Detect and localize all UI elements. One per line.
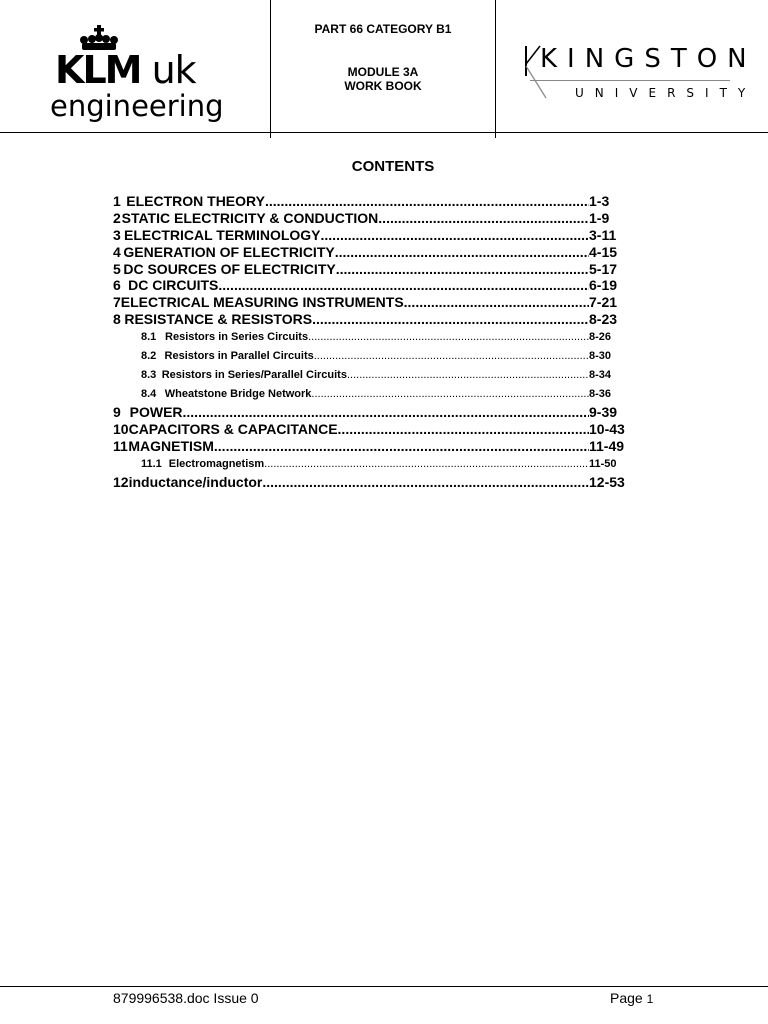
toc-entry-page: 8-34 bbox=[589, 369, 612, 382]
toc-entry-number: 8 bbox=[113, 311, 121, 328]
toc-entry-page: 8-26 bbox=[589, 331, 612, 344]
toc-entry-number: 5 bbox=[113, 260, 121, 277]
toc-entry-title: Resistors in Series/Parallel Circuits bbox=[161, 369, 347, 382]
toc-leader-dots bbox=[321, 227, 589, 244]
toc-entry-title: ELECTRICAL TERMINOLOGY bbox=[123, 226, 321, 243]
toc-entry-title: inductance/inductor bbox=[128, 473, 263, 490]
university-label: UNIVERSITY bbox=[575, 86, 757, 100]
toc-entry-page: 3-11 bbox=[589, 226, 617, 243]
toc-entry-title: STATIC ELECTRICITY & CONDUCTION bbox=[121, 209, 379, 226]
header-column-divider-right bbox=[495, 0, 496, 138]
toc-entry[interactable] bbox=[113, 227, 633, 244]
toc-entry[interactable] bbox=[113, 294, 633, 311]
toc-entry-number: 8.3 bbox=[141, 369, 157, 382]
toc-entry[interactable] bbox=[113, 438, 633, 455]
toc-leader-dots bbox=[335, 244, 589, 261]
kingston-name: KINGSTON bbox=[540, 44, 757, 74]
toc-leader-dots bbox=[183, 404, 589, 421]
klm-wordmark bbox=[55, 50, 196, 90]
toc-entry-title: ELECTRON THEORY bbox=[126, 193, 265, 209]
toc-entry-title: Wheatstone Bridge Network bbox=[164, 388, 312, 401]
toc-leader-dots bbox=[336, 261, 589, 278]
toc-entry-page: 11-50 bbox=[589, 457, 617, 470]
toc-entry-title: GENERATION OF ELECTRICITY bbox=[123, 243, 335, 260]
footer-document-name: 879996538.doc Issue 0 bbox=[113, 990, 259, 1006]
toc-entry[interactable] bbox=[113, 244, 633, 261]
toc-leader-dots bbox=[312, 311, 589, 328]
toc-entry-title: Electromagnetism bbox=[168, 457, 265, 470]
toc-entry[interactable] bbox=[113, 311, 633, 328]
toc-leader-dots bbox=[338, 421, 589, 438]
toc-entry-number: 8.1 bbox=[141, 331, 157, 344]
table-of-contents bbox=[113, 193, 633, 491]
toc-entry-number: 11 bbox=[113, 437, 128, 454]
toc-entry-title: ELECTRICAL MEASURING INSTRUMENTS bbox=[120, 294, 404, 311]
footer-divider bbox=[0, 986, 768, 987]
toc-entry-number: 3 bbox=[113, 226, 121, 243]
toc-entry[interactable] bbox=[113, 385, 633, 404]
toc-entry-page: 7-21 bbox=[589, 294, 618, 311]
workbook-name: WORK BOOK bbox=[344, 79, 422, 93]
klm-suffix: uk bbox=[151, 48, 196, 92]
toc-entry-number: 9 bbox=[113, 404, 121, 421]
toc-entry-number: 7 bbox=[113, 294, 121, 311]
page-header bbox=[0, 0, 768, 134]
toc-entry-page: 6-19 bbox=[589, 277, 618, 294]
toc-entry-title: CAPACITORS & CAPACITANCE bbox=[128, 421, 338, 438]
toc-leader-dots bbox=[378, 210, 589, 227]
toc-leader-dots bbox=[347, 366, 589, 385]
toc-leader-dots bbox=[262, 474, 589, 491]
toc-entry-title: POWER bbox=[129, 404, 183, 421]
toc-entry-title: Resistors in Parallel Circuits bbox=[164, 350, 314, 363]
header-column-divider-left bbox=[270, 0, 271, 138]
toc-leader-dots bbox=[311, 385, 589, 404]
toc-entry-page: 1-3 bbox=[589, 193, 610, 209]
toc-leader-dots bbox=[214, 438, 589, 455]
toc-leader-dots bbox=[218, 277, 589, 294]
toc-leader-dots bbox=[308, 328, 589, 347]
toc-entry-title: Resistors in Series Circuits bbox=[165, 331, 309, 344]
toc-entry-page: 8-36 bbox=[589, 388, 612, 401]
toc-entry-title: DC SOURCES OF ELECTRICITY bbox=[123, 260, 336, 277]
toc-entry-number: 8.2 bbox=[141, 350, 157, 363]
toc-leader-dots bbox=[264, 455, 589, 474]
kingston-university-logo bbox=[520, 40, 757, 110]
toc-entry-page: 10-43 bbox=[589, 421, 625, 438]
toc-entry-number: 11.1 bbox=[141, 457, 162, 470]
toc-entry-page: 11-49 bbox=[589, 437, 625, 454]
toc-entry[interactable] bbox=[113, 210, 633, 227]
toc-leader-dots bbox=[404, 294, 589, 311]
toc-entry[interactable] bbox=[113, 421, 633, 438]
toc-entry-title: RESISTANCE & RESISTORS bbox=[124, 311, 313, 328]
toc-entry-number: 8.4 bbox=[141, 388, 157, 401]
toc-entry-page: 4-15 bbox=[589, 243, 618, 260]
toc-entry-page: 12-53 bbox=[589, 473, 625, 490]
module-label bbox=[271, 65, 495, 93]
toc-entry[interactable] bbox=[113, 474, 633, 491]
klm-uk-engineering-logo bbox=[50, 20, 230, 125]
toc-entry-page: 8-30 bbox=[589, 350, 612, 363]
module-name: MODULE 3A bbox=[347, 65, 419, 79]
toc-entry-page: 5-17 bbox=[589, 260, 618, 277]
toc-entry-page: 8-23 bbox=[589, 311, 618, 328]
header-divider bbox=[0, 132, 768, 133]
logo-rule bbox=[530, 80, 730, 81]
part-label: PART 66 CATEGORY B1 bbox=[314, 22, 452, 36]
toc-entry-number: 6 bbox=[113, 277, 121, 294]
toc-entry[interactable] bbox=[113, 261, 633, 278]
toc-entry[interactable] bbox=[113, 328, 633, 347]
footer-page bbox=[610, 990, 653, 1006]
toc-entry[interactable] bbox=[113, 404, 633, 421]
toc-entry[interactable] bbox=[113, 366, 633, 385]
toc-entry-number: 1 bbox=[113, 193, 121, 209]
toc-entry-page: 9-39 bbox=[589, 404, 618, 421]
contents-heading: CONTENTS bbox=[351, 158, 435, 175]
toc-entry-title: DC CIRCUITS bbox=[128, 277, 219, 294]
footer-page-number: 1 bbox=[646, 992, 654, 1006]
toc-entry-number: 2 bbox=[113, 209, 121, 226]
toc-entry[interactable] bbox=[113, 193, 633, 210]
klm-subtitle: engineering bbox=[50, 89, 224, 123]
toc-entry-number: 10 bbox=[113, 421, 129, 438]
toc-entry-number: 12 bbox=[113, 473, 129, 490]
toc-leader-dots bbox=[314, 347, 589, 366]
toc-entry[interactable] bbox=[113, 347, 633, 366]
toc-leader-dots bbox=[265, 193, 589, 210]
toc-entry-page: 1-9 bbox=[589, 209, 610, 226]
toc-entry-number: 4 bbox=[113, 243, 121, 260]
footer-page-label: Page bbox=[610, 990, 643, 1006]
toc-entry[interactable] bbox=[113, 277, 633, 294]
toc-entry-title: MAGNETISM bbox=[128, 437, 214, 454]
klm-brand: KLM bbox=[55, 48, 141, 92]
toc-entry[interactable] bbox=[113, 455, 633, 474]
